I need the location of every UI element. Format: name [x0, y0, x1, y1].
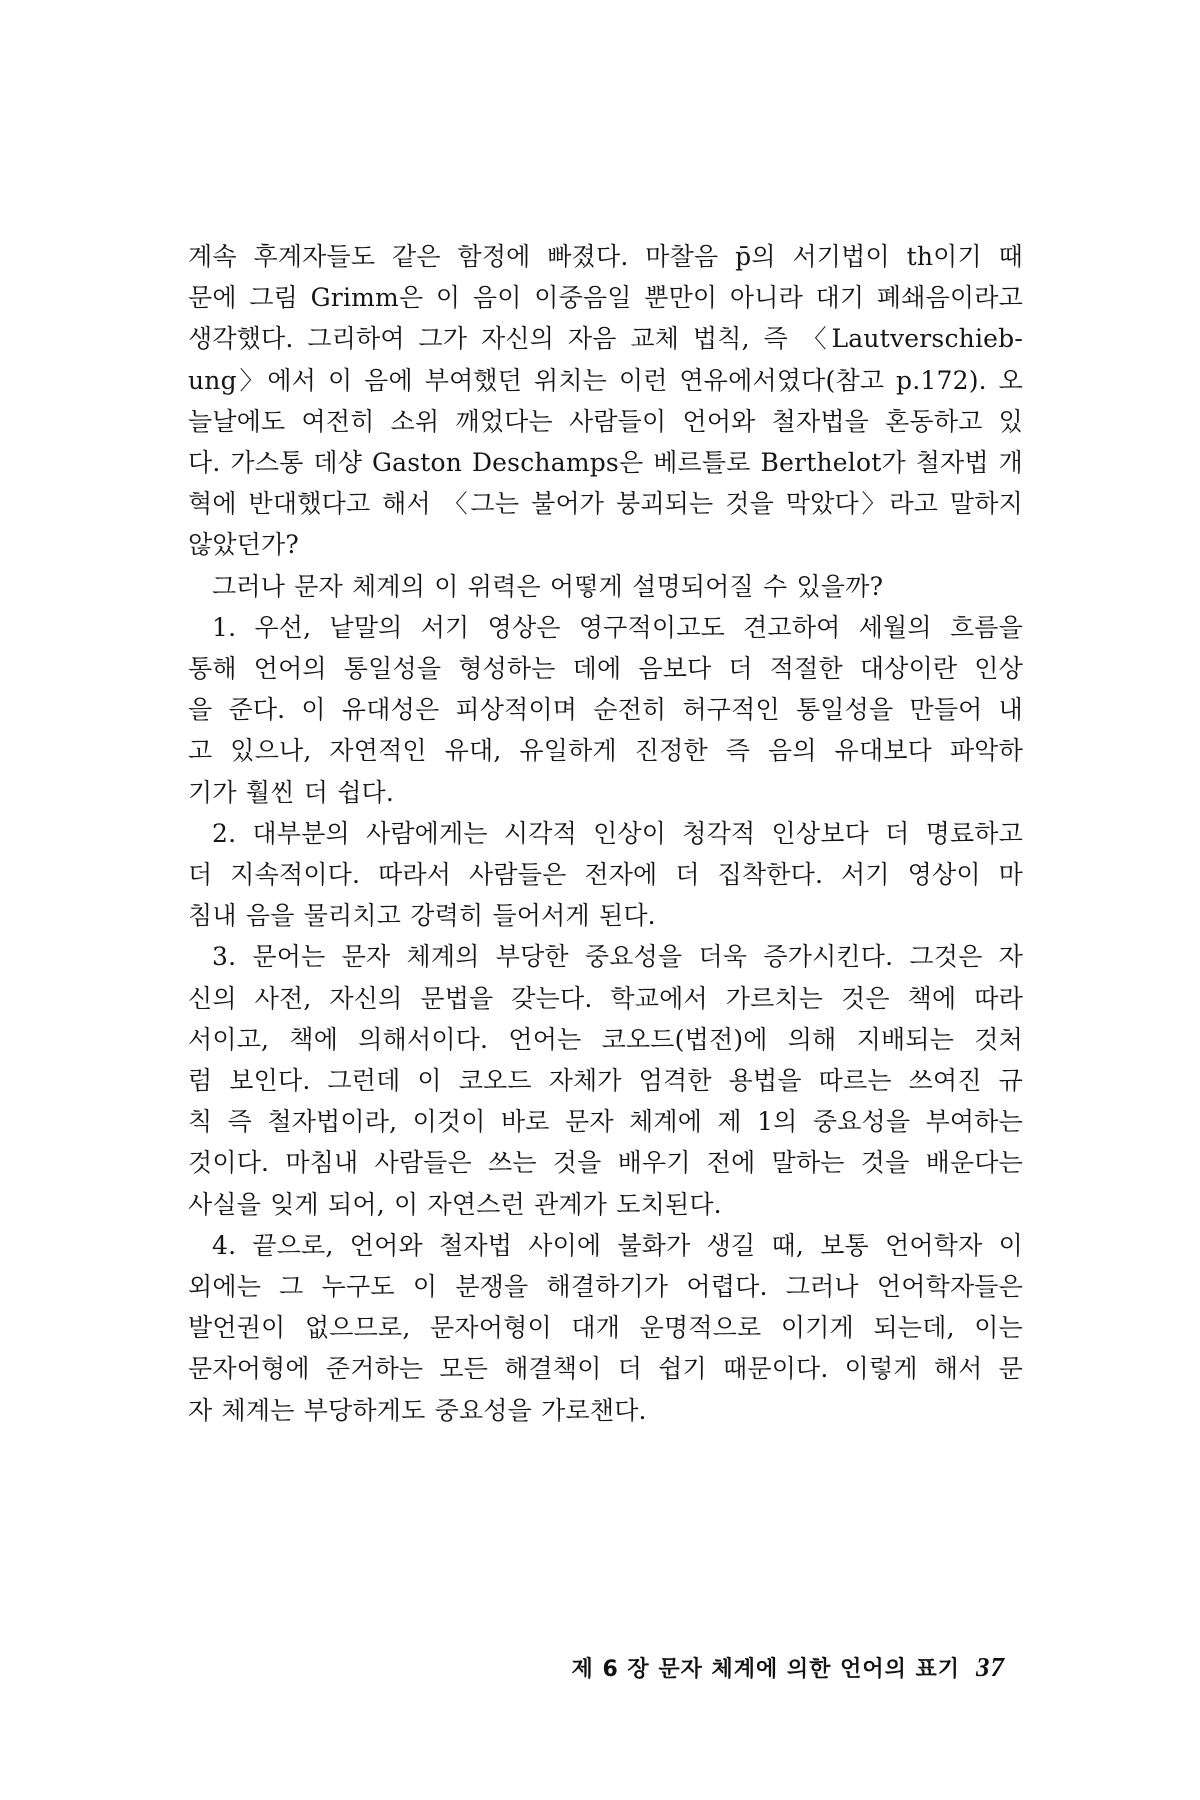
text-line: 계속 후계자들도 같은 함정에 빠졌다. 마찰음 p̄의 서기법이 th이기 때	[188, 242, 1023, 271]
text-line: 신의 사전, 자신의 문법을 갖는다. 학교에서 가르치는 것은 책에 따라	[188, 983, 1023, 1013]
paragraph-3	[188, 607, 1023, 813]
text-line: 그러나 문자 체계의 이 위력은 어떻게 설명되어질 수 있을까?	[212, 571, 884, 601]
paragraph-1	[188, 236, 1023, 566]
text-line: 더 지속적이다. 따라서 사람들은 전자에 더 집착한다. 서기 영상이 마	[188, 860, 1023, 890]
paragraph-4	[188, 813, 1023, 937]
page-number: 37	[976, 1652, 1005, 1682]
text-line: 것이다. 마침내 사람들은 쓰는 것을 배우기 전에 말하는 것을 배운다는	[188, 1148, 1023, 1178]
text-line: 통해 언어의 통일성을 형성하는 데에 음보다 더 적절한 대상이란 인상	[188, 654, 1023, 684]
body-text	[188, 236, 1023, 1431]
text-line: 사실을 잊게 되어, 이 자연스런 관계가 도치된다.	[188, 1189, 722, 1219]
text-line: 자 체계는 부당하게도 중요성을 가로챈다.	[188, 1395, 647, 1425]
text-line: 2. 대부분의 사람에게는 시각적 인상이 청각적 인상보다 더 명료하고	[212, 818, 1023, 848]
running-footer	[572, 1652, 1005, 1683]
text-line: 늘날에도 여전히 소위 깨었다는 사람들이 언어와 철자법을 혼동하고 있	[188, 406, 1023, 436]
text-line: 3. 문어는 문자 체계의 부당한 중요성을 더욱 증가시킨다. 그것은 자	[212, 942, 1023, 972]
text-line: 1. 우선, 낱말의 서기 영상은 영구적이고도 견고하여 세월의 흐름을	[212, 612, 1023, 642]
paragraph-2	[188, 566, 1023, 607]
text-line: 문자어형에 준거하는 모든 해결책이 더 쉽기 때문이다. 이렇게 해서 문	[188, 1354, 1023, 1384]
chapter-title: 제 6 장 문자 체계에 의한 언어의 표기	[571, 1657, 960, 1682]
text-line: 발언권이 없으므로, 문자어형이 대개 운명적으로 이기게 되는데, 이는	[188, 1313, 1023, 1343]
text-line: 기가 훨씬 더 쉽다.	[188, 777, 395, 807]
text-line: ung〉에서 이 음에 부여했던 위치는 이런 연유에서였다(참고 p.172). 오	[188, 365, 1023, 395]
text-line: 침내 음을 물리치고 강력히 들어서게 된다.	[188, 901, 656, 931]
text-line: 고 있으나, 자연적인 유대, 유일하게 진정한 즉 음의 유대보다 파악하	[188, 736, 1023, 766]
text-line: 생각했다. 그리하여 그가 자신의 자음 교체 법칙, 즉 〈Lautverschieb-	[188, 324, 1023, 354]
text-line: 문에 그림 Grimm은 이 음이 이중음일 뿐만이 아니라 대기 폐쇄음이라고	[188, 283, 1023, 313]
text-line: 럼 보인다. 그런데 이 코오드 자체가 엄격한 용법을 따르는 쓰여진 규	[188, 1066, 1023, 1096]
text-line: 을 준다. 이 유대성은 피상적이며 순전히 허구적인 통일성을 만들어 내	[188, 695, 1023, 725]
text-line: 혁에 반대했다고 해서 〈그는 불어가 붕괴되는 것을 막았다〉라고 말하지	[188, 489, 1023, 519]
text-line: 서이고, 책에 의해서이다. 언어는 코오드(법전)에 의해 지배되는 것처	[188, 1024, 1023, 1054]
paragraph-6	[188, 1225, 1023, 1431]
text-line: 4. 끝으로, 언어와 철자법 사이에 불화가 생길 때, 보통 언어학자 이	[212, 1230, 1023, 1260]
text-line: 외에는 그 누구도 이 분쟁을 해결하기가 어렵다. 그러나 언어학자들은	[188, 1272, 1023, 1302]
paragraph-5	[188, 936, 1023, 1224]
text-line: 않았던가?	[188, 530, 300, 560]
text-line: 칙 즉 철자법이라, 이것이 바로 문자 체계에 제 1의 중요성을 부여하는	[188, 1107, 1023, 1137]
text-line: 다. 가스통 데샹 Gaston Deschamps은 베르틀로 Berthelot가 철자법 개	[188, 448, 1023, 478]
